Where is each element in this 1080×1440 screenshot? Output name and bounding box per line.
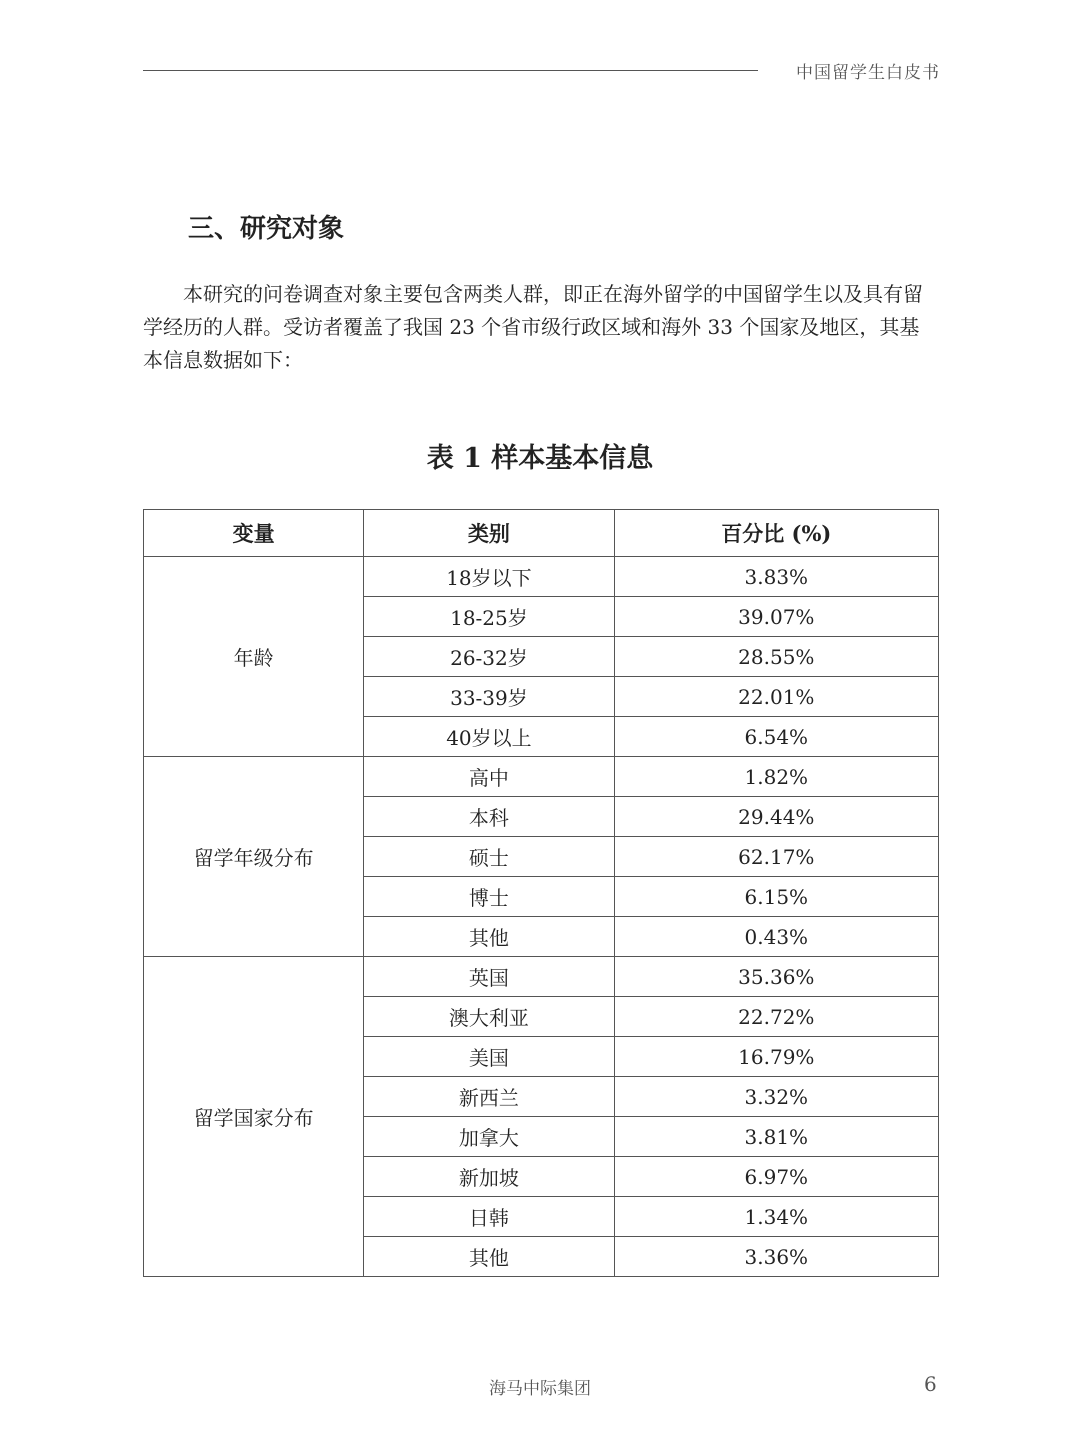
header-rule	[143, 70, 758, 71]
percent-cell: 1.34%	[614, 1197, 938, 1237]
table-row	[144, 757, 939, 797]
category-cell: 博士	[364, 877, 614, 917]
running-header-title: 中国留学生白皮书	[796, 63, 940, 83]
category-cell: 高中	[364, 757, 614, 797]
variable-cell: 留学国家分布	[144, 957, 364, 1277]
category-cell: 40岁以上	[364, 717, 614, 757]
percent-cell: 16.79%	[614, 1037, 938, 1077]
intro-text: 本研究的问卷调查对象主要包含两类人群，即正在海外留学的中国留学生以及具有留学经历的人群。受访者覆盖了我国 23 个省市级行政区域和海外 33 个国家及地区，其基本信息数据如下：	[143, 282, 923, 372]
category-cell: 本科	[364, 797, 614, 837]
table-body	[144, 557, 939, 1277]
table-caption: 表 1 样本基本信息	[426, 443, 654, 474]
table-header-row	[144, 510, 939, 557]
category-cell: 其他	[364, 1237, 614, 1277]
variable-cell: 年龄	[144, 557, 364, 757]
category-cell: 澳大利亚	[364, 997, 614, 1037]
percent-cell: 39.07%	[614, 597, 938, 637]
percent-cell: 3.36%	[614, 1237, 938, 1277]
percent-cell: 1.82%	[614, 757, 938, 797]
percent-cell: 29.44%	[614, 797, 938, 837]
category-cell: 18岁以下	[364, 557, 614, 597]
category-cell: 33-39岁	[364, 677, 614, 717]
footer-organization: 海马中际集团	[489, 1379, 591, 1399]
category-cell: 日韩	[364, 1197, 614, 1237]
percent-cell: 22.01%	[614, 677, 938, 717]
percent-cell: 3.32%	[614, 1077, 938, 1117]
percent-cell: 28.55%	[614, 637, 938, 677]
percent-cell: 3.83%	[614, 557, 938, 597]
category-cell: 新加坡	[364, 1157, 614, 1197]
percent-cell: 3.81%	[614, 1117, 938, 1157]
section-title: 三、研究对象	[188, 214, 345, 244]
intro-paragraph	[143, 278, 939, 377]
percent-cell: 6.54%	[614, 717, 938, 757]
sample-info-table	[143, 509, 939, 1277]
category-cell: 新西兰	[364, 1077, 614, 1117]
category-cell: 英国	[364, 957, 614, 997]
percent-cell: 62.17%	[614, 837, 938, 877]
header-variable: 变量	[144, 510, 364, 557]
percent-cell: 6.15%	[614, 877, 938, 917]
variable-cell: 留学年级分布	[144, 757, 364, 957]
percent-cell: 6.97%	[614, 1157, 938, 1197]
table-row	[144, 957, 939, 997]
header-percent: 百分比 (%)	[614, 510, 938, 557]
category-cell: 18-25岁	[364, 597, 614, 637]
percent-cell: 0.43%	[614, 917, 938, 957]
category-cell: 26-32岁	[364, 637, 614, 677]
percent-cell: 35.36%	[614, 957, 938, 997]
page-number: 6	[924, 1372, 937, 1396]
table-row	[144, 557, 939, 597]
percent-cell: 22.72%	[614, 997, 938, 1037]
category-cell: 加拿大	[364, 1117, 614, 1157]
category-cell: 硕士	[364, 837, 614, 877]
category-cell: 其他	[364, 917, 614, 957]
header-category: 类别	[364, 510, 614, 557]
category-cell: 美国	[364, 1037, 614, 1077]
